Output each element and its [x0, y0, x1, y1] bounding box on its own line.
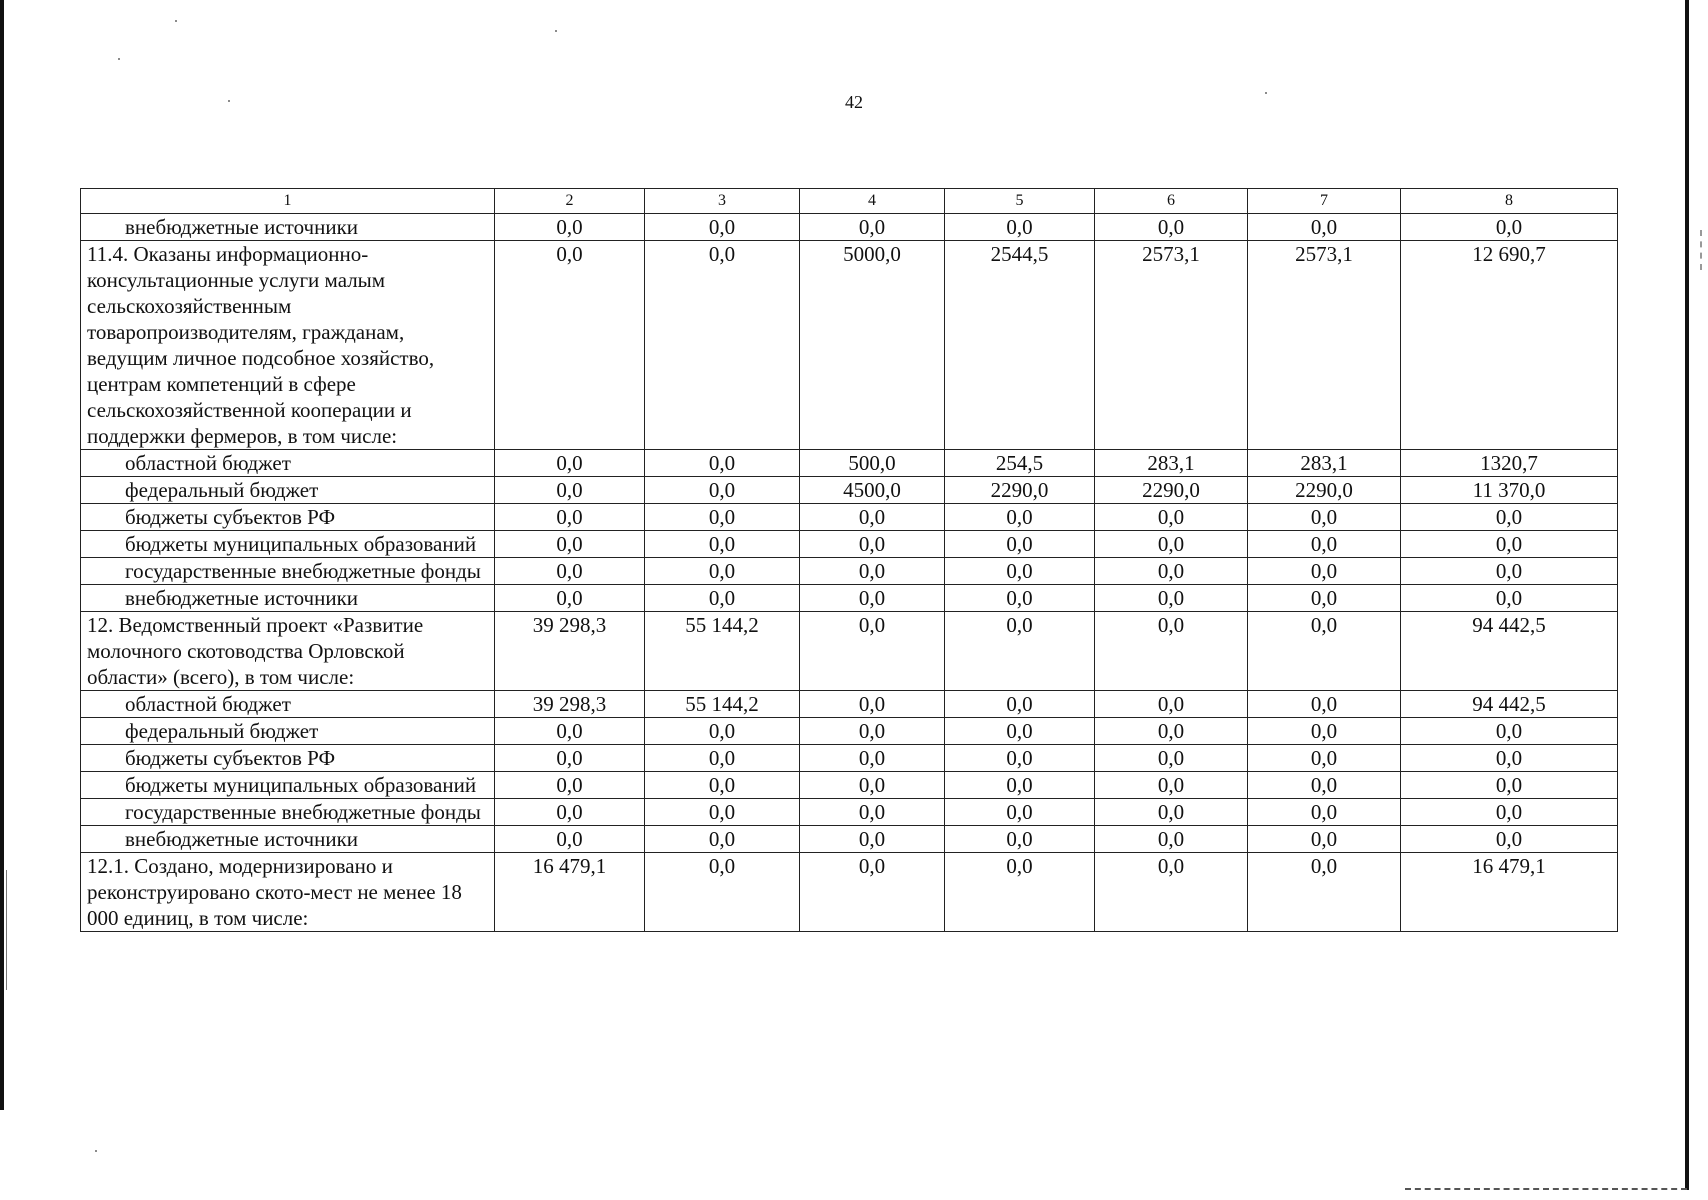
column-header: 7: [1248, 189, 1401, 214]
row-label: 12.1. Создано, модернизировано и реконструировано ското-мест не менее 18 000 единиц, в том числе:: [81, 853, 495, 932]
scan-bottom-line: [1405, 1188, 1687, 1191]
row-label: внебюджетные источники: [81, 214, 495, 241]
cell-value: 2573,1: [1095, 241, 1248, 450]
cell-value: 0,0: [800, 853, 945, 932]
row-label: бюджеты субъектов РФ: [81, 745, 495, 772]
cell-value: 0,0: [800, 718, 945, 745]
cell-value: 0,0: [1095, 826, 1248, 853]
cell-value: 0,0: [945, 558, 1095, 585]
cell-value: 0,0: [645, 745, 800, 772]
cell-value: 0,0: [945, 745, 1095, 772]
cell-value: 0,0: [1095, 772, 1248, 799]
cell-value: 0,0: [945, 691, 1095, 718]
cell-value: 0,0: [645, 558, 800, 585]
cell-value: 0,0: [800, 745, 945, 772]
row-label: внебюджетные источники: [81, 826, 495, 853]
row-label: внебюджетные источники: [81, 585, 495, 612]
cell-value: 0,0: [1095, 853, 1248, 932]
cell-value: 0,0: [645, 241, 800, 450]
cell-value: 0,0: [945, 214, 1095, 241]
row-label: бюджеты субъектов РФ: [81, 504, 495, 531]
cell-value: 0,0: [1248, 772, 1401, 799]
cell-value: 0,0: [1401, 718, 1618, 745]
table-row: [81, 585, 1618, 612]
cell-value: 0,0: [800, 585, 945, 612]
cell-value: 0,0: [645, 772, 800, 799]
column-header: 1: [81, 189, 495, 214]
row-label: федеральный бюджет: [81, 718, 495, 745]
cell-value: 11 370,0: [1401, 477, 1618, 504]
table-body: [81, 189, 1618, 932]
cell-value: 0,0: [1248, 745, 1401, 772]
cell-value: 0,0: [1248, 691, 1401, 718]
table-row: [81, 531, 1618, 558]
cell-value: 0,0: [945, 853, 1095, 932]
cell-value: 0,0: [1095, 504, 1248, 531]
cell-value: 0,0: [645, 826, 800, 853]
row-label: бюджеты муниципальных образований: [81, 772, 495, 799]
cell-value: 5000,0: [800, 241, 945, 450]
cell-value: 0,0: [645, 504, 800, 531]
table-row: [81, 718, 1618, 745]
scan-left-border: [0, 0, 4, 1110]
cell-value: 0,0: [1401, 558, 1618, 585]
cell-value: 0,0: [1095, 745, 1248, 772]
cell-value: 16 479,1: [495, 853, 645, 932]
cell-value: 2544,5: [945, 241, 1095, 450]
cell-value: 0,0: [1095, 558, 1248, 585]
cell-value: 2290,0: [1095, 477, 1248, 504]
cell-value: 0,0: [495, 214, 645, 241]
cell-value: 0,0: [1248, 718, 1401, 745]
cell-value: 0,0: [645, 585, 800, 612]
row-label: бюджеты муниципальных образований: [81, 531, 495, 558]
cell-value: 55 144,2: [645, 612, 800, 691]
cell-value: 0,0: [1095, 691, 1248, 718]
cell-value: 0,0: [945, 531, 1095, 558]
page-number: 42: [845, 92, 863, 112]
table-row: [81, 241, 1618, 450]
cell-value: 0,0: [495, 718, 645, 745]
cell-value: 254,5: [945, 450, 1095, 477]
column-header: 2: [495, 189, 645, 214]
cell-value: 0,0: [1095, 799, 1248, 826]
cell-value: 0,0: [945, 504, 1095, 531]
cell-value: 0,0: [800, 214, 945, 241]
column-header: 4: [800, 189, 945, 214]
cell-value: 12 690,7: [1401, 241, 1618, 450]
scan-speck: [118, 58, 120, 60]
cell-value: 0,0: [495, 450, 645, 477]
cell-value: 0,0: [1248, 612, 1401, 691]
cell-value: 0,0: [1248, 826, 1401, 853]
cell-value: 0,0: [1095, 214, 1248, 241]
cell-value: 283,1: [1248, 450, 1401, 477]
cell-value: 0,0: [1248, 214, 1401, 241]
cell-value: 2573,1: [1248, 241, 1401, 450]
cell-value: 0,0: [1248, 585, 1401, 612]
table-row: [81, 477, 1618, 504]
cell-value: 0,0: [800, 504, 945, 531]
cell-value: 0,0: [945, 772, 1095, 799]
table-row: [81, 772, 1618, 799]
cell-value: 0,0: [1401, 799, 1618, 826]
cell-value: 0,0: [800, 826, 945, 853]
cell-value: 94 442,5: [1401, 691, 1618, 718]
cell-value: 283,1: [1095, 450, 1248, 477]
cell-value: 0,0: [1095, 612, 1248, 691]
scan-right-border: [1685, 0, 1689, 1190]
cell-value: 0,0: [945, 585, 1095, 612]
cell-value: 0,0: [945, 826, 1095, 853]
cell-value: 0,0: [1095, 531, 1248, 558]
cell-value: 0,0: [800, 558, 945, 585]
column-header: 6: [1095, 189, 1248, 214]
table-row: [81, 450, 1618, 477]
cell-value: 0,0: [1401, 585, 1618, 612]
cell-value: 0,0: [495, 558, 645, 585]
table-row: [81, 691, 1618, 718]
cell-value: 0,0: [645, 853, 800, 932]
cell-value: 0,0: [495, 799, 645, 826]
row-label: 12. Ведомственный проект «Развитие молочного скотоводства Орловской области» (всего), в том числе:: [81, 612, 495, 691]
row-label: государственные внебюджетные фонды: [81, 799, 495, 826]
cell-value: 0,0: [495, 241, 645, 450]
cell-value: 0,0: [1401, 214, 1618, 241]
cell-value: 2290,0: [1248, 477, 1401, 504]
cell-value: 0,0: [1401, 531, 1618, 558]
cell-value: 0,0: [1401, 826, 1618, 853]
scan-speck: [555, 30, 557, 32]
scan-speck: [95, 1150, 97, 1152]
cell-value: 0,0: [495, 531, 645, 558]
cell-value: 0,0: [1401, 504, 1618, 531]
column-header: 5: [945, 189, 1095, 214]
cell-value: 0,0: [645, 477, 800, 504]
cell-value: 16 479,1: [1401, 853, 1618, 932]
cell-value: 94 442,5: [1401, 612, 1618, 691]
cell-value: 0,0: [645, 799, 800, 826]
cell-value: 0,0: [800, 799, 945, 826]
row-label: областной бюджет: [81, 691, 495, 718]
cell-value: 0,0: [945, 799, 1095, 826]
column-header: 8: [1401, 189, 1618, 214]
cell-value: 0,0: [1248, 853, 1401, 932]
cell-value: 2290,0: [945, 477, 1095, 504]
cell-value: 0,0: [495, 585, 645, 612]
cell-value: 0,0: [1095, 718, 1248, 745]
cell-value: 0,0: [800, 772, 945, 799]
table-row: [81, 558, 1618, 585]
cell-value: 39 298,3: [495, 691, 645, 718]
cell-value: 0,0: [1248, 504, 1401, 531]
scan-right-marks: [1700, 230, 1704, 270]
cell-value: 0,0: [645, 214, 800, 241]
cell-value: 0,0: [800, 531, 945, 558]
table-row: [81, 612, 1618, 691]
cell-value: 0,0: [945, 718, 1095, 745]
cell-value: 39 298,3: [495, 612, 645, 691]
cell-value: 0,0: [800, 612, 945, 691]
row-label: 11.4. Оказаны информационно-консультационные услуги малым сельскохозяйственным товаропроизводителям, гражданам, ведущим личное подсобное хозяйство, центрам компетенций в сфере сельскохозяйственной кооперации и поддержки фермеров, в том числе:: [81, 241, 495, 450]
cell-value: 0,0: [1401, 745, 1618, 772]
cell-value: 0,0: [1248, 558, 1401, 585]
row-label: областной бюджет: [81, 450, 495, 477]
cell-value: 0,0: [495, 745, 645, 772]
cell-value: 0,0: [645, 450, 800, 477]
cell-value: 0,0: [1248, 531, 1401, 558]
scan-speck: [175, 20, 177, 22]
cell-value: 500,0: [800, 450, 945, 477]
cell-value: 0,0: [1401, 772, 1618, 799]
column-header: 3: [645, 189, 800, 214]
table-row: [81, 853, 1618, 932]
scan-left-mark: [6, 870, 7, 990]
table-row: [81, 504, 1618, 531]
cell-value: 0,0: [495, 477, 645, 504]
table-row: [81, 799, 1618, 826]
table-row: [81, 826, 1618, 853]
table-header-row: [81, 189, 1618, 214]
table-row: [81, 745, 1618, 772]
cell-value: 55 144,2: [645, 691, 800, 718]
cell-value: 0,0: [495, 826, 645, 853]
cell-value: 0,0: [1095, 585, 1248, 612]
row-label: федеральный бюджет: [81, 477, 495, 504]
cell-value: 0,0: [945, 612, 1095, 691]
cell-value: 0,0: [495, 504, 645, 531]
cell-value: 4500,0: [800, 477, 945, 504]
cell-value: 0,0: [645, 531, 800, 558]
cell-value: 1320,7: [1401, 450, 1618, 477]
cell-value: 0,0: [1248, 799, 1401, 826]
budget-table: [80, 188, 1618, 932]
cell-value: 0,0: [495, 772, 645, 799]
table-row: [81, 214, 1618, 241]
row-label: государственные внебюджетные фонды: [81, 558, 495, 585]
cell-value: 0,0: [645, 718, 800, 745]
cell-value: 0,0: [800, 691, 945, 718]
